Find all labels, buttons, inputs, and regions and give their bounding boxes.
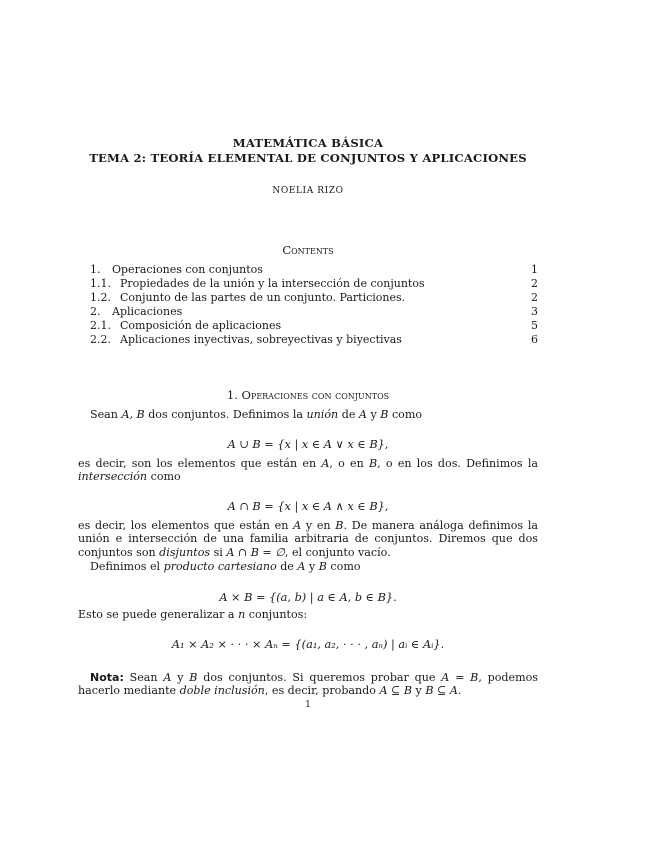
toc-entry-number: 1.	[90, 263, 101, 276]
toc-entry-title: Operaciones con conjuntos	[112, 263, 263, 276]
contents-heading: Contents	[282, 243, 334, 257]
toc-entry-page: 2	[531, 291, 538, 304]
toc-entry-number: 2.1.	[90, 319, 111, 332]
paragraph: es decir, los elementos que están en A y en B. De manera análoga definimos la unión e intersección de una familia arbitraria de conjuntos. Diremos que dos conjuntos son disjuntos si A ∩ B = ∅, el conjunto vacío.	[78, 519, 538, 559]
toc-entry-title: Composición de aplicaciones	[120, 319, 282, 332]
toc-entry-page: 6	[531, 333, 538, 346]
toc-entry-number: 1.2.	[90, 291, 111, 304]
paragraph: Esto se puede generalizar a n conjuntos:	[78, 608, 308, 621]
toc-entry[interactable]	[90, 333, 538, 347]
document-title-line-1: MATEMÁTICA BÁSICA	[232, 136, 384, 150]
toc-entry[interactable]	[90, 305, 538, 319]
toc-entry[interactable]	[90, 263, 538, 277]
toc-entry[interactable]	[90, 277, 538, 291]
toc-entry-title: Aplicaciones	[112, 305, 183, 318]
document-page	[78, 0, 538, 848]
toc-entry-number: 1.1.	[90, 277, 111, 290]
emphasis-term: unión	[306, 408, 339, 421]
section-heading: 1. Operaciones con conjuntos	[226, 388, 390, 402]
toc-entry-title: Conjunto de las partes de un conjunto. Particiones.	[120, 291, 406, 304]
toc-entry-page: 1	[531, 263, 538, 276]
page-number: 1	[305, 700, 311, 710]
emphasis-term: intersección	[78, 470, 148, 484]
toc-entry-page: 2	[531, 277, 538, 290]
emphasis-term: disjuntos	[159, 545, 211, 559]
toc-entry-page: 3	[531, 305, 538, 318]
equation-generalized-product: A₁ × A₂ × · · · × Aₙ = {(a₁, a₂, · · · , aₙ) | aᵢ ∈ Aᵢ}.	[171, 638, 445, 651]
toc-entry-title: Aplicaciones inyectivas, sobreyectivas y biyectivas	[120, 333, 402, 346]
author-name: NOELIA RIZO	[272, 186, 344, 196]
paragraph: Definimos el producto cartesiano de A y B como	[90, 560, 361, 573]
nota-label: Nota:	[90, 671, 124, 684]
document-title-line-2: TEMA 2: TEORÍA ELEMENTAL DE CONJUNTOS Y APLICACIONES	[89, 151, 527, 165]
toc-entry[interactable]	[90, 291, 538, 305]
toc-entry-number: 2.2.	[90, 333, 111, 346]
paragraph: es decir, son los elementos que están en A, o en B, o en los dos. Definimos la intersección como	[78, 457, 538, 484]
toc-entry[interactable]	[90, 319, 538, 333]
toc-entry-page: 5	[531, 319, 538, 332]
paragraph-nota: Nota: Sean A y B dos conjuntos. Si queremos probar que A = B, podemos hacerlo mediante doble inclusión, es decir, probando A ⊆ B y B ⊆ A.	[78, 671, 538, 698]
paragraph: Sean A, B dos conjuntos. Definimos la unión de A y B como	[90, 408, 423, 421]
emphasis-term: producto cartesiano	[163, 560, 277, 573]
equation-union: A ∪ B = {x | x ∈ A ∨ x ∈ B},	[227, 438, 389, 451]
toc-entry-title: Propiedades de la unión y la intersección de conjuntos	[120, 277, 425, 290]
emphasis-term: doble inclusión	[179, 684, 265, 698]
equation-intersection: A ∩ B = {x | x ∈ A ∧ x ∈ B},	[227, 500, 389, 513]
equation-cartesian-product: A × B = {(a, b) | a ∈ A, b ∈ B}.	[219, 591, 397, 604]
toc-entry-number: 2.	[90, 305, 101, 318]
